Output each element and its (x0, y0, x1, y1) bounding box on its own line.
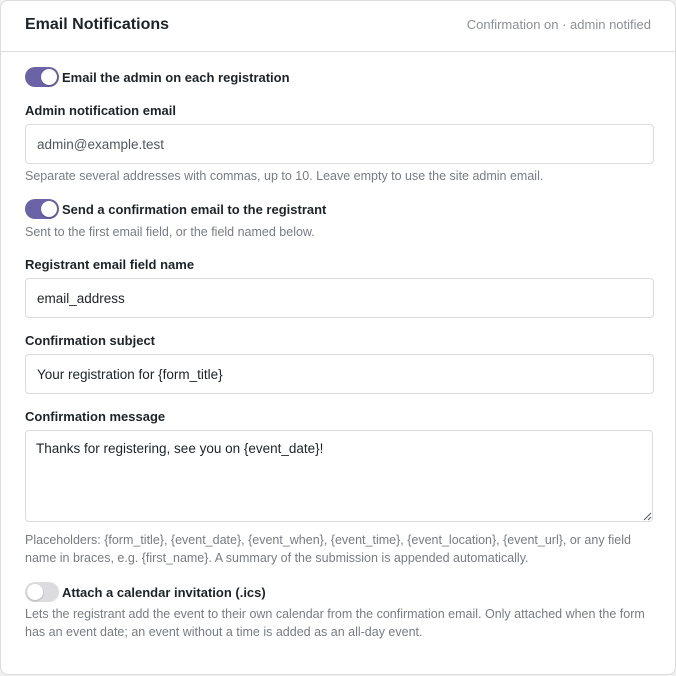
admin-email-help: Separate several addresses with commas, up to 10. Leave empty to use the site admin email. (25, 169, 544, 183)
confirmation-message-label: Confirmation message (25, 409, 166, 424)
resize-handle-icon[interactable] (643, 512, 652, 521)
registrant-field-label: Registrant email field name (25, 257, 195, 272)
panel-status-summary: Confirmation on · admin notified (466, 16, 651, 32)
confirmation-email-toggle-row[interactable] (25, 199, 326, 219)
calendar-invite-toggle[interactable] (25, 582, 59, 602)
confirmation-subject-input[interactable] (25, 354, 654, 394)
toggle-knob (27, 584, 43, 600)
admin-email-label: Admin notification email (25, 103, 176, 118)
confirmation-email-help: Sent to the first email field, or the field named below. (25, 225, 315, 239)
panel-header (1, 1, 675, 52)
confirmation-email-toggle-label: Send a confirmation email to the registrant (62, 201, 327, 217)
toggle-knob (41, 69, 57, 85)
toggle-knob (41, 201, 57, 217)
admin-notification-toggle[interactable] (25, 67, 59, 87)
panel-title: Email Notifications (25, 16, 170, 33)
confirmation-subject-label: Confirmation subject (25, 333, 156, 348)
admin-notification-toggle-row[interactable] (25, 67, 290, 87)
placeholders-help: Placeholders: {form_title}, {event_date}, {event_when}, {event_time}, {event_location}, {event_url}, or any field name in braces, e.g. {first_name}. A summary of the submission is appended automatically. (25, 533, 631, 565)
registrant-field-input[interactable] (25, 278, 654, 318)
calendar-invite-toggle-row[interactable] (25, 582, 266, 602)
calendar-invite-help: Lets the registrant add the event to their own calendar from the confirmation email. Only attached when the form has an event date; an event without a time is added as an all-day event. (25, 607, 645, 639)
admin-notification-toggle-label: Email the admin on each registration (62, 69, 290, 85)
confirmation-message-textarea[interactable] (25, 430, 653, 522)
calendar-invite-toggle-label: Attach a calendar invitation (.ics) (62, 584, 266, 600)
admin-email-input[interactable] (25, 124, 654, 164)
confirmation-email-toggle[interactable] (25, 199, 59, 219)
